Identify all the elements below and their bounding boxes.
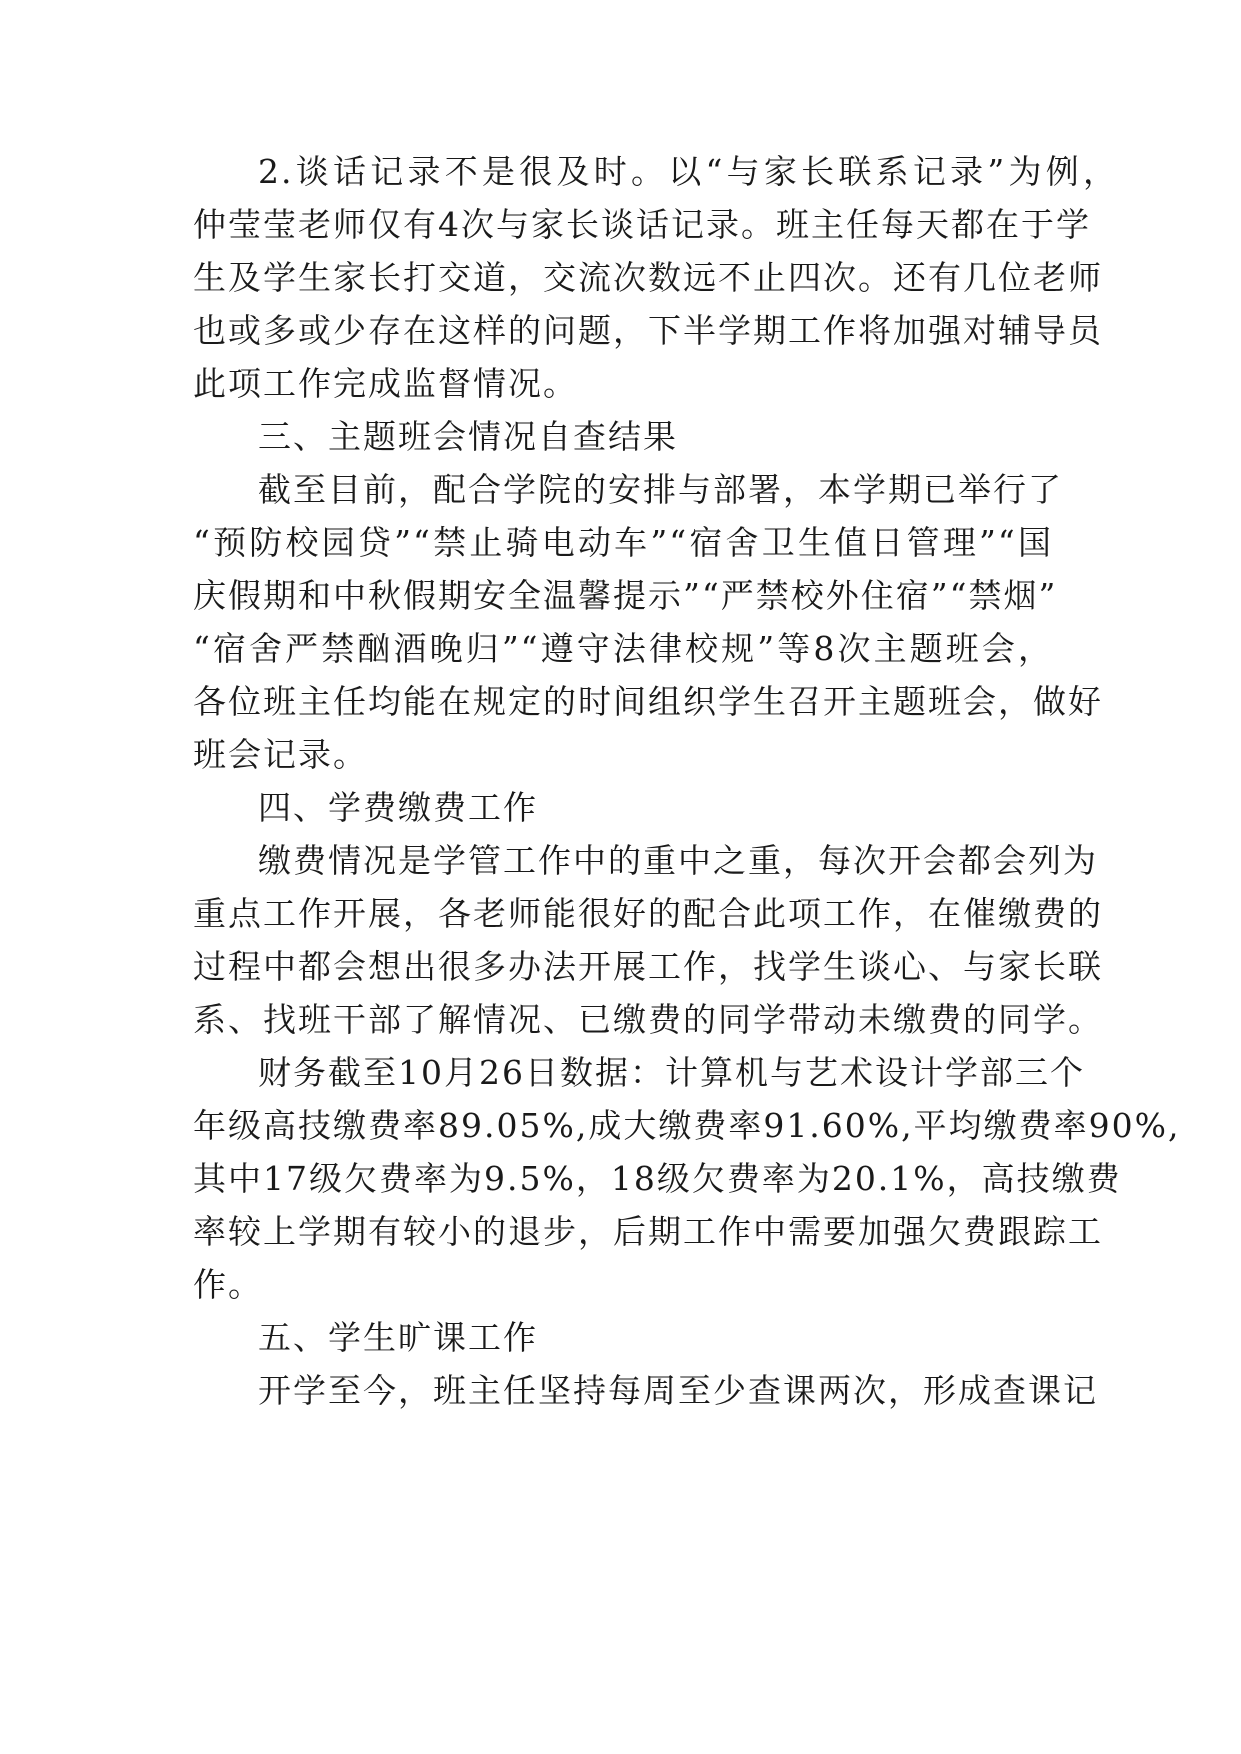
paragraph-line: 庆假期和中秋假期安全温馨提示”“严禁校外住宿”“禁烟” (193, 576, 1058, 615)
paragraph-line: 各位班主任均能在规定的时间组织学生召开主题班会，做好 (193, 682, 1103, 721)
paragraph-line: 财务截至10月26日数据：计算机与艺术设计学部三个 (258, 1053, 1085, 1092)
paragraph-line: 仲莹莹老师仅有4次与家长谈话记录。班主任每天都在于学 (193, 205, 1091, 244)
section-heading: 三、主题班会情况自查结果 (258, 417, 678, 456)
paragraph-line: “宿舍严禁酗酒晚归”“遵守法律校规”等8次主题班会， (193, 629, 1053, 668)
paragraph-line: 缴费情况是学管工作中的重中之重，每次开会都会列为 (258, 841, 1098, 880)
paragraph-line: 重点工作开展，各老师能很好的配合此项工作，在催缴费的 (193, 894, 1103, 933)
paragraph-line: 此项工作完成监督情况。 (193, 364, 578, 403)
paragraph-line: 率较上学期有较小的退步，后期工作中需要加强欠费跟踪工 (193, 1212, 1103, 1251)
paragraph-line: 也或多或少存在这样的问题，下半学期工作将加强对辅导员 (193, 311, 1103, 350)
paragraph-line: 截至目前，配合学院的安排与部署，本学期已举行了 (258, 470, 1063, 509)
paragraph-line: “预防校园贷”“禁止骑电动车”“宿舍卫生值日管理”“国 (193, 523, 1053, 562)
paragraph-line: 2.谈话记录不是很及时。以“与家长联系记录”为例， (258, 152, 1118, 191)
paragraph-line: 系、找班干部了解情况、已缴费的同学带动未缴费的同学。 (193, 1000, 1103, 1039)
paragraph-line: 生及学生家长打交道，交流次数远不止四次。还有几位老师 (193, 258, 1103, 297)
section-heading: 四、学费缴费工作 (258, 788, 538, 827)
section-heading: 五、学生旷课工作 (258, 1318, 538, 1357)
paragraph-line: 其中17级欠费率为9.5%，18级欠费率为20.1%，高技缴费 (193, 1159, 1122, 1198)
paragraph-line: 开学至今，班主任坚持每周至少查课两次，形成查课记 (258, 1371, 1098, 1410)
paragraph-line: 班会记录。 (193, 735, 368, 774)
paragraph-line: 年级高技缴费率89.05%,成大缴费率91.60%,平均缴费率90%, (193, 1106, 1181, 1145)
paragraph-line: 作。 (193, 1265, 263, 1304)
paragraph-line: 过程中都会想出很多办法开展工作，找学生谈心、与家长联 (193, 947, 1103, 986)
